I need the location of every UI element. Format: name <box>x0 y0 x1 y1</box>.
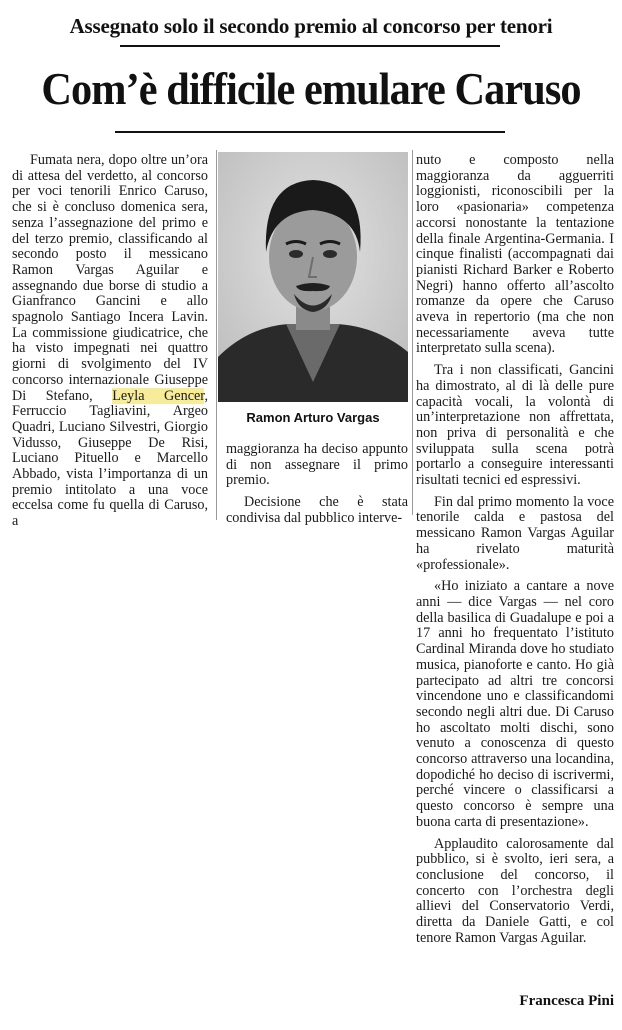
highlighted-name: Leyla Gencer <box>112 387 205 404</box>
paragraph: nuto e composto nella maggioranza da agguerriti loggionisti, riconoscibili per la loro «pasionaria» competenza accorsi nonostante la tentazione della finale Argentina-Germania. I cinque finalisti (accompagnati dai pianisti Richard Barker e Roberto Negri) hanno offerto all’ascolto romanze da opere che Caruso aveva in repertorio (ma che non necessariamente aveva tutte interpretato sulla scena). <box>416 152 614 357</box>
paragraph: Applaudito calorosamente dal pubblico, si è svolto, ieri sera, a conclusione del concorso, il concerto con l’orchestra degli allievi del Conservatorio Verdi, diretta da Daniele Gatti, e col tenore Ramon Vargas Aguilar. <box>416 835 614 946</box>
column-divider-right <box>412 150 413 515</box>
kicker-rule <box>120 45 500 47</box>
portrait-illustration <box>218 152 408 402</box>
portrait-photo <box>218 152 408 402</box>
headline-rule <box>115 131 505 133</box>
main-headline: Com’è difficile emulare Caruso <box>41 63 581 114</box>
kicker-headline: Assegnato solo il secondo premio al concorso per tenori <box>69 14 553 38</box>
article-column-1 <box>12 153 208 530</box>
author-byline: Francesca Pini <box>519 993 614 1009</box>
paragraph: «Ho iniziato a cantare a nove anni — dice Vargas — nel coro della basilica di Guadalupe e poi a 17 anni ho frequentato l’istituto Cardinal Miranda dove ho studiato musica, pianoforte e canto. Ho già partecipato ad altri tre concorsi vincendone uno e classificandomi secondo negli altri due. Di Caruso ho ascoltato molti dischi, sono venuto a conoscenza di questo concorso attraverso una locandina, dopodiché ho deciso di iscrivermi, perché vincere o classificarsi a questo concorso è sempre una buona carta di presentazione». <box>416 578 614 830</box>
paragraph <box>12 153 208 530</box>
paragraph: Decisione che è stata condivisa dal pubblico interve- <box>226 494 408 526</box>
paragraph: Tra i non classificati, Gancini ha dimostrato, al di là delle pure capacità vocali, la volontà di un’interpretazione non affrettata, non priva di personalità e che sviluppata sulla scena potrà portarlo a conseguire interessanti risultati tecnici ed espressivi. <box>416 362 614 489</box>
article-column-2 <box>226 442 408 527</box>
paragraph: maggioranza ha deciso appunto di non assegnare il primo premio. <box>226 441 408 489</box>
paragraph: Fin dal primo momento la voce tenorile calda e pastosa del messicano Ramon Vargas Aguilar ha rivelato maturità «professionale». <box>416 493 614 573</box>
text-run: , Ferruccio Tagliavini, Argeo Quadri, Luciano Silvestri, Giorgio Vidusso, Giuseppe De Risi, Luciano Pituello e Marcello Abbado, vista l’importanza di un premio intitolato a una voce eccelsa come fu quella di Caruso, a <box>12 387 208 530</box>
article-column-3 <box>416 153 614 946</box>
text-run: Fumata nera, dopo oltre un’ora di attesa del verdetto, al concorso per voci tenorili Enrico Caruso, che si è concluso domenica sera, senza l’assegnazione del primo e del terzo premio, classificando al secondo posto il messicano Ramon Vargas Aguilar e assegnando due borse di studio a Gianfranco Gancini e allo spagnolo Santiago Incera Lavin. La commissione giudicatrice, che ha visto impegnati nei quattro giorni di svolgimento del IV concorso internazionale Giuseppe Di Stefano, <box>12 152 208 404</box>
column-divider-left <box>216 150 217 520</box>
photo-caption: Ramon Arturo Vargas <box>246 410 380 425</box>
